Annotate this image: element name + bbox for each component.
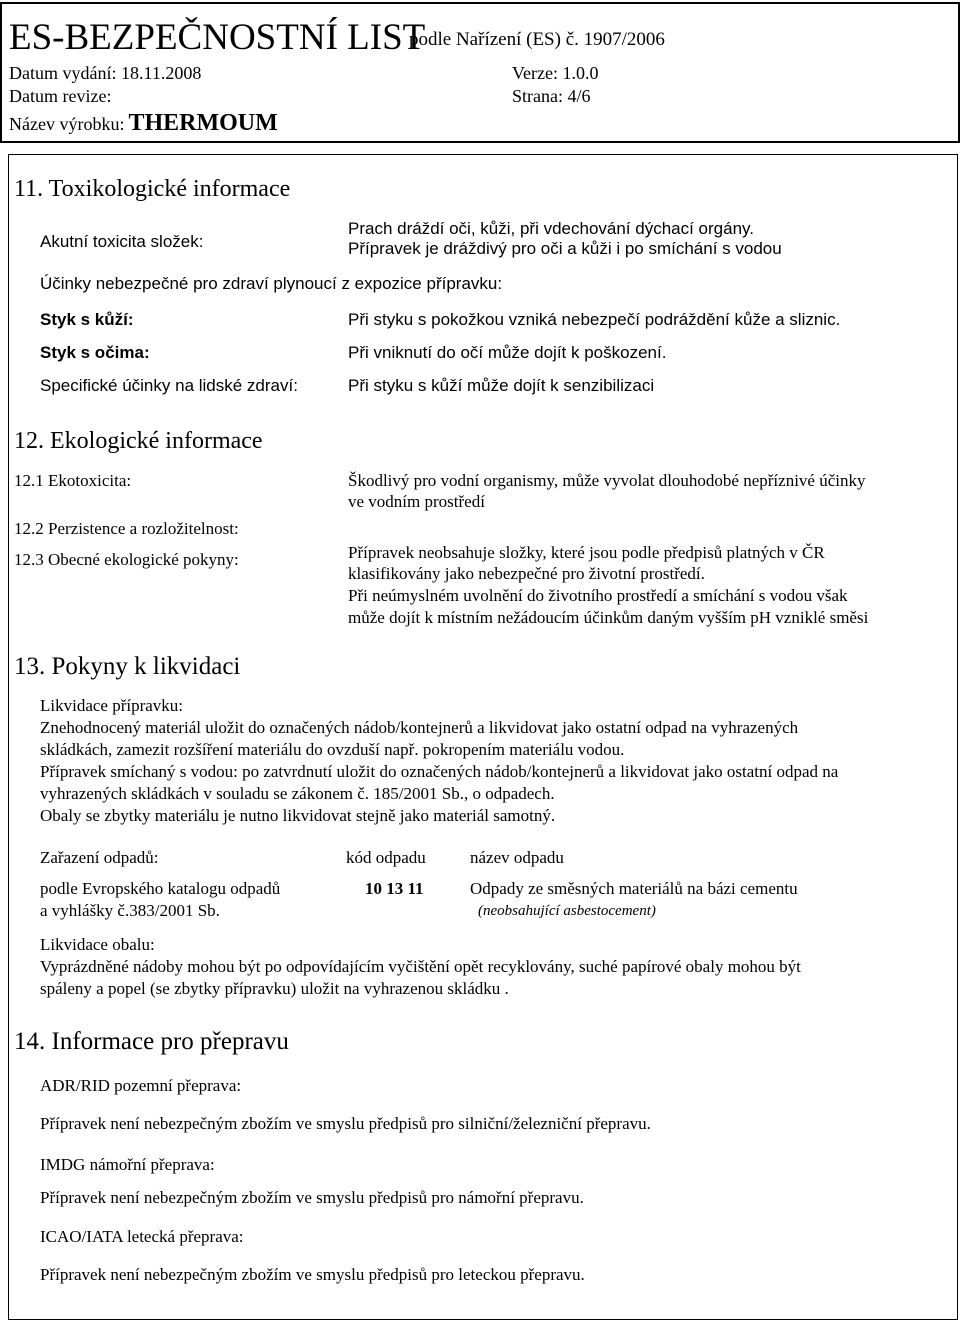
specific-effects-text: Při styku s kůží může dojít k senzibilizaci <box>348 376 655 395</box>
acute-toxicity-label: Akutní toxicita složek: <box>40 232 204 251</box>
section-14-title: 14. Informace pro přepravu <box>14 1028 289 1055</box>
general-eco-label: 12.3 Obecné ekologické pokyny: <box>14 550 239 569</box>
icao-label: ICAO/IATA letecká přeprava: <box>40 1227 244 1246</box>
skin-contact-text: Při styku s pokožkou vzniká nebezpečí podráždění kůže a sliznic. <box>348 310 841 329</box>
packaging-label: Likvidace obalu: <box>40 935 155 954</box>
section-11-title: 11. Toxikologické informace <box>14 176 291 202</box>
specific-effects-label: Specifické účinky na lidské zdraví: <box>40 376 298 395</box>
waste-code-header: kód odpadu <box>346 848 426 867</box>
waste-name: Odpady ze směsných materiálů na bázi cementu <box>470 879 798 898</box>
issue-date: Datum vydání: 18.11.2008 <box>9 63 202 83</box>
product-label: Název výrobku: <box>9 114 125 134</box>
acute-toxicity-line1: Prach dráždí oči, kůži, při vdechování dýchací orgány. <box>348 219 754 238</box>
waste-note: (neobsahující asbestocement) <box>478 903 656 919</box>
eye-contact-label: Styk s očima: <box>40 343 150 362</box>
packaging-line1: Vyprázdněné nádoby mohou být po odpovídajícím vyčištění opět recyklovány, suché papírové obaly mohou být <box>40 957 801 976</box>
packaging-line2: spáleny a popel (se zbytky přípravku) uložit na vyhrazenou skládku . <box>40 979 509 998</box>
waste-classification-label: Zařazení odpadů: <box>40 848 159 867</box>
ecotoxicity-label: 12.1 Ekotoxicita: <box>14 471 132 490</box>
regulation-ref: podle Nařízení (ES) č. 1907/2006 <box>409 29 665 50</box>
adr-label: ADR/RID pozemní přeprava: <box>40 1076 242 1095</box>
section-12-title: 12. Ekologické informace <box>14 428 263 454</box>
health-effects-heading: Účinky nebezpečné pro zdraví plynoucí z expozice přípravku: <box>40 274 503 293</box>
version: Verze: 1.0.0 <box>512 63 599 83</box>
disposal-line5: Obaly se zbytky materiálu je nutno likvidovat stejně jako materiál samotný. <box>40 806 556 825</box>
ecotoxicity-line1: Škodlivý pro vodní organismy, může vyvolat dlouhodobé nepříznivé účinky <box>348 471 866 490</box>
skin-contact-label: Styk s kůží: <box>40 310 134 329</box>
ecotoxicity-line2: ve vodním prostředí <box>348 492 485 511</box>
disposal-line4: vyhrazených skládkách v souladu se zákonem č. 185/2001 Sb., o odpadech. <box>40 784 555 803</box>
document-title: ES-BEZPEČNOSTNÍ LIST <box>9 17 426 58</box>
imdg-text: Přípravek není nebezpečným zbožím ve smyslu předpisů pro námořní přepravu. <box>40 1188 584 1207</box>
persistence-label: 12.2 Perzistence a rozložitelnost: <box>14 519 239 538</box>
imdg-label: IMDG námořní přeprava: <box>40 1155 215 1174</box>
product-line <box>9 110 278 137</box>
general-eco-line1: Přípravek neobsahuje složky, které jsou podle předpisů platných v ČR <box>348 543 825 562</box>
waste-name-header: název odpadu <box>470 848 564 867</box>
acute-toxicity-line2: Přípravek je dráždivý pro oči a kůži i po smíchání s vodou <box>348 239 782 258</box>
catalog-line2: a vyhlášky č.383/2001 Sb. <box>40 901 220 920</box>
adr-text: Přípravek není nebezpečným zbožím ve smyslu předpisů pro silniční/železniční přepravu. <box>40 1114 651 1133</box>
disposal-line1: Znehodnocený materiál uložit do označených nádob/kontejnerů a likvidovat jako ostatní odpad na vyhrazených <box>40 718 799 737</box>
disposal-label: Likvidace přípravku: <box>40 696 184 715</box>
disposal-line3: Přípravek smíchaný s vodou: po zatvrdnutí uložit do označených nádob/kontejnerů a likvidovat jako ostatní odpad na <box>40 762 839 781</box>
catalog-line1: podle Evropského katalogu odpadů <box>40 879 281 898</box>
eye-contact-text: Při vniknutí do očí může dojít k poškození. <box>348 343 667 362</box>
general-eco-line2: klasifikovány jako nebezpečné pro životní prostředí. <box>348 564 705 583</box>
general-eco-line4: může dojít k místním nežádoucím účinkům daným vyšším pH vzniklé směsi <box>348 608 869 627</box>
icao-text: Přípravek není nebezpečným zbožím ve smyslu předpisů pro leteckou přepravu. <box>40 1265 585 1284</box>
section-13-title: 13. Pokyny k likvidaci <box>14 653 241 680</box>
waste-code: 10 13 11 <box>365 879 424 898</box>
revision-date: Datum revize: <box>9 86 112 106</box>
product-name: THERMOUM <box>128 110 278 136</box>
disposal-line2: skládkách, zamezit rozšíření materiálu do ovzduší např. pokropením materiálu vodou. <box>40 740 625 759</box>
page-number: Strana: 4/6 <box>512 86 591 106</box>
general-eco-line3: Při neúmyslném uvolnění do životního prostředí a smíchání s vodou však <box>348 586 848 605</box>
